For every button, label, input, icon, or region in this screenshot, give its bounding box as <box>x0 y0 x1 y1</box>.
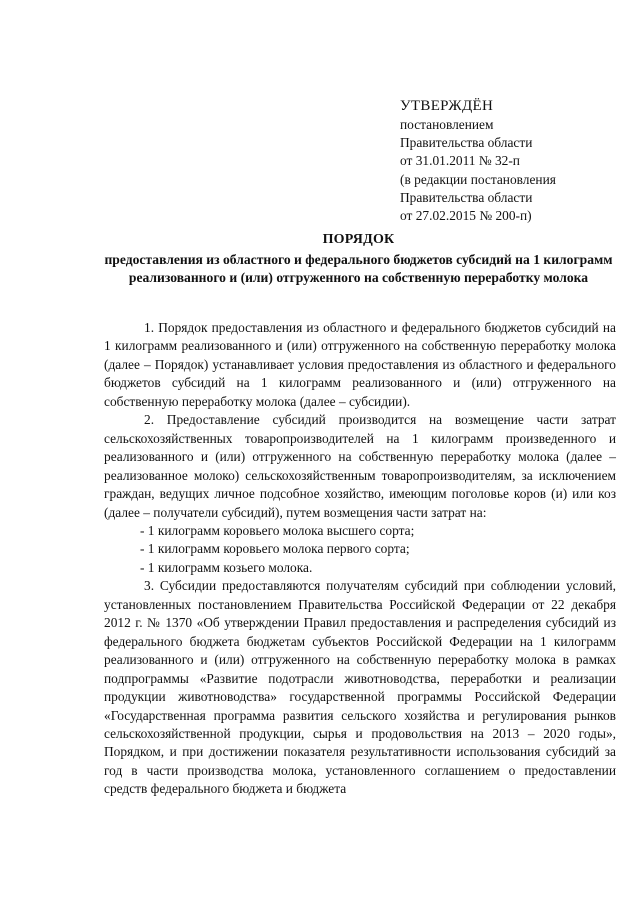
paragraph-1: 1. Порядок предоставления из областного и федерального бюджетов субсидий на 1 килограмм реализованного и (или) отгруженного на собственную переработку молока (далее – Порядок) устанавливает условия предоставления из областного и федерального бюджетов субсидий на 1 килограмм реализованного и (или) отгруженного на собственную переработку молока (далее – субсидии). <box>104 320 616 409</box>
approval-line: от 27.02.2015 № 200-п) <box>400 208 532 224</box>
list-item: - 1 килограмм коровьего молока первого сорта; <box>140 541 410 557</box>
approval-stamp <box>400 96 632 225</box>
document-title: ПОРЯДОК <box>322 232 395 247</box>
paragraph-2: 2. Предоставление субсидий производится на возмещение части затрат сельскохозяйственных товаропроизводителей на 1 килограмм произведенного и реализованного и (или) отгруженного на собственную переработку молока (далее – реализованное молоко) сельскохозяйственным товаропроизводителям, за исключением граждан, ведущих личное подсобное хозяйство, имеющим поголовье коров (и) или коз (далее – получатели субсидий), путем возмещения части затрат на: <box>104 412 616 520</box>
approval-line: от 31.01.2011 № 32-п <box>400 153 520 169</box>
document-title-block <box>96 231 621 287</box>
list-item: - 1 килограмм коровьего молока высшего сорта; <box>140 522 415 538</box>
document-body <box>104 319 616 799</box>
approval-line: постановлением <box>400 117 494 132</box>
approval-line: Правительства области <box>400 135 533 151</box>
approval-line: Правительства области <box>400 189 533 205</box>
list-item: - 1 килограмм козьего молока. <box>140 559 313 575</box>
approval-heading: УТВЕРЖДЁН <box>400 98 494 114</box>
approval-line: (в редакции постановления <box>400 171 556 187</box>
document-subtitle: предоставления из областного и федерального бюджетов субсидий на 1 килограмм реализованного и (или) отгруженного на собственную переработку молока <box>104 252 613 285</box>
paragraph-3: 3. Субсидии предоставляются получателям субсидий при соблюдении условий, установленных постановлением Правительства Российской Федерации от 22 декабря 2012 г. № 1370 «Об утверждении Правил предоставления и распределения субсидий из федерального бюджета бюджетам субъектов Российской Федерации на 1 килограмм реализованного и (или) отгруженного на собственную переработку молока в рамках подпрограммы «Развитие подотрасли животноводства, переработки и реализации продукции животноводства» государственной программы Российской Федерации «Государственная программа развития сельского хозяйства и регулирования рынков сельскохозяйственной продукции, сырья и продовольствия на 2013 – 2020 годы», Порядком, и при достижении показателя результативности использования субсидий за год в части производства молока, установленного соглашением о предоставлении средств федерального бюджета и бюджета <box>104 578 616 797</box>
